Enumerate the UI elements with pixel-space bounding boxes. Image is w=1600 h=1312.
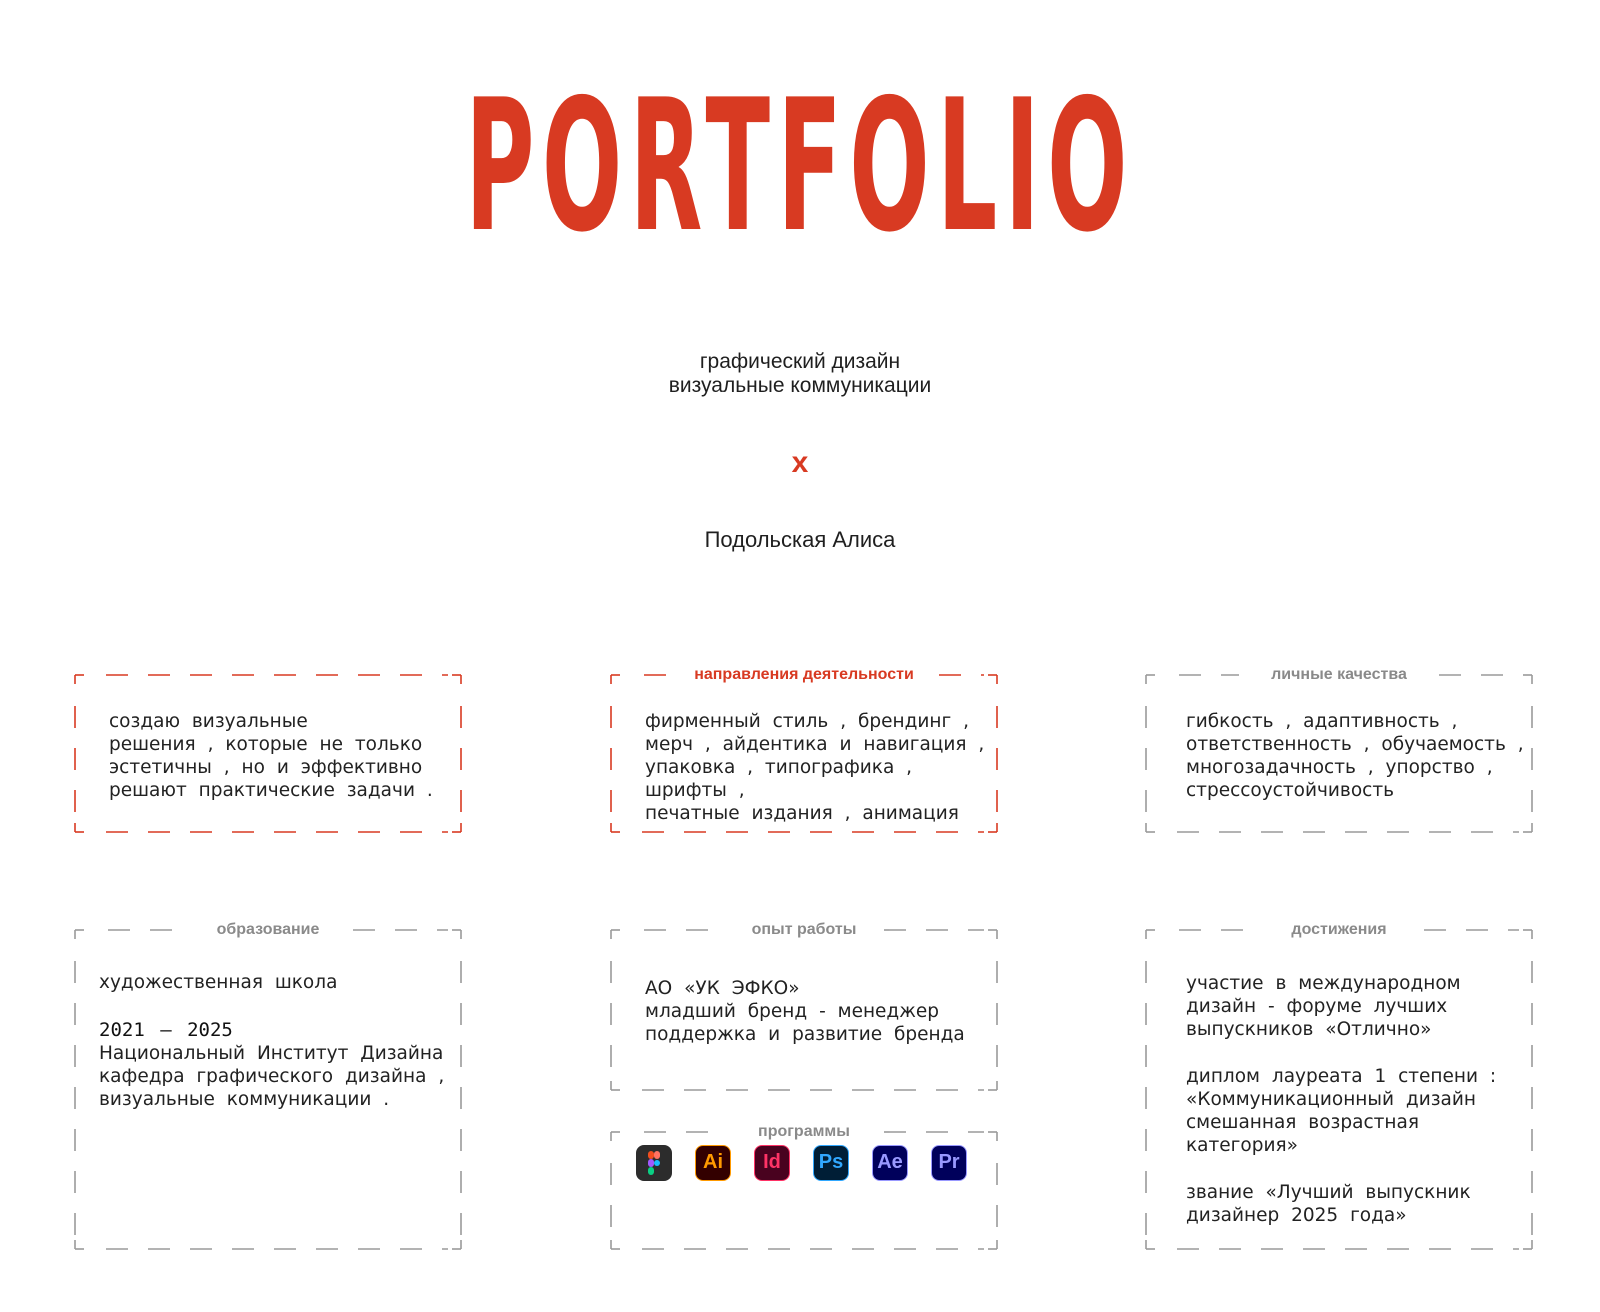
figma-icon	[636, 1145, 672, 1181]
education-school: художественная школа	[99, 972, 338, 993]
achievements-card	[1146, 921, 1532, 1249]
subtitle	[0, 350, 1600, 398]
achievement-title: звание «Лучший выпускник дизайнер 2025 года»	[1186, 1182, 1471, 1226]
premiere-icon: Pr	[931, 1145, 967, 1181]
education-text: Национальный Институт Дизайна кафедра графического дизайна , визуальные коммуникации .	[99, 1043, 445, 1110]
qualities-label: личные качества	[1271, 666, 1407, 683]
experience-label: опыт работы	[751, 921, 857, 938]
education-label: образование	[216, 921, 320, 938]
achievement-diploma: диплом лауреата 1 степени : «Коммуникационный дизайн смешанная возрастная категория»	[1186, 1066, 1497, 1156]
illustrator-icon: Ai	[695, 1145, 731, 1181]
subtitle-line-design: графический дизайн	[699, 350, 901, 373]
subtitle-line-communications: визуальные коммуникации	[668, 374, 932, 397]
programs-label: программы	[758, 1123, 850, 1140]
directions-text: фирменный стиль , брендинг , мерч , айдентика и навигация , упаковка , типографика , шрифты , печатные издания , анимация	[645, 711, 985, 824]
achievement-forum: участие в международном дизайн - форуме лучших выпускников «Отлично»	[1186, 973, 1461, 1040]
photoshop-icon: Ps	[813, 1145, 849, 1181]
education-years: 2021 — 2025	[99, 1019, 233, 1041]
directions-card	[611, 666, 997, 832]
indesign-icon: Id	[754, 1145, 790, 1181]
experience-card	[611, 921, 997, 1090]
author-name: Подольская Алиса	[704, 527, 896, 552]
qualities-card	[1146, 666, 1532, 832]
achievements-label: достижения	[1291, 921, 1387, 938]
intro-text: создаю визуальные решения , которые не только эстетичны , но и эффективно решают практические задачи .	[109, 711, 433, 801]
intro-card	[75, 675, 461, 832]
page-title: PORTFOLIO	[465, 60, 1135, 272]
experience-text: АО «УК ЭФКО» младший бренд - менеджер поддержка и развитие бренда	[645, 978, 965, 1045]
qualities-text: гибкость , адаптивность , ответственность , обучаемость , многозадачность , упорство , стрессоустойчивость	[1186, 711, 1524, 801]
cross-mark: x	[791, 446, 809, 479]
education-card	[75, 921, 461, 1249]
after-effects-icon: Ae	[872, 1145, 908, 1181]
directions-label: направления деятельности	[694, 666, 914, 683]
